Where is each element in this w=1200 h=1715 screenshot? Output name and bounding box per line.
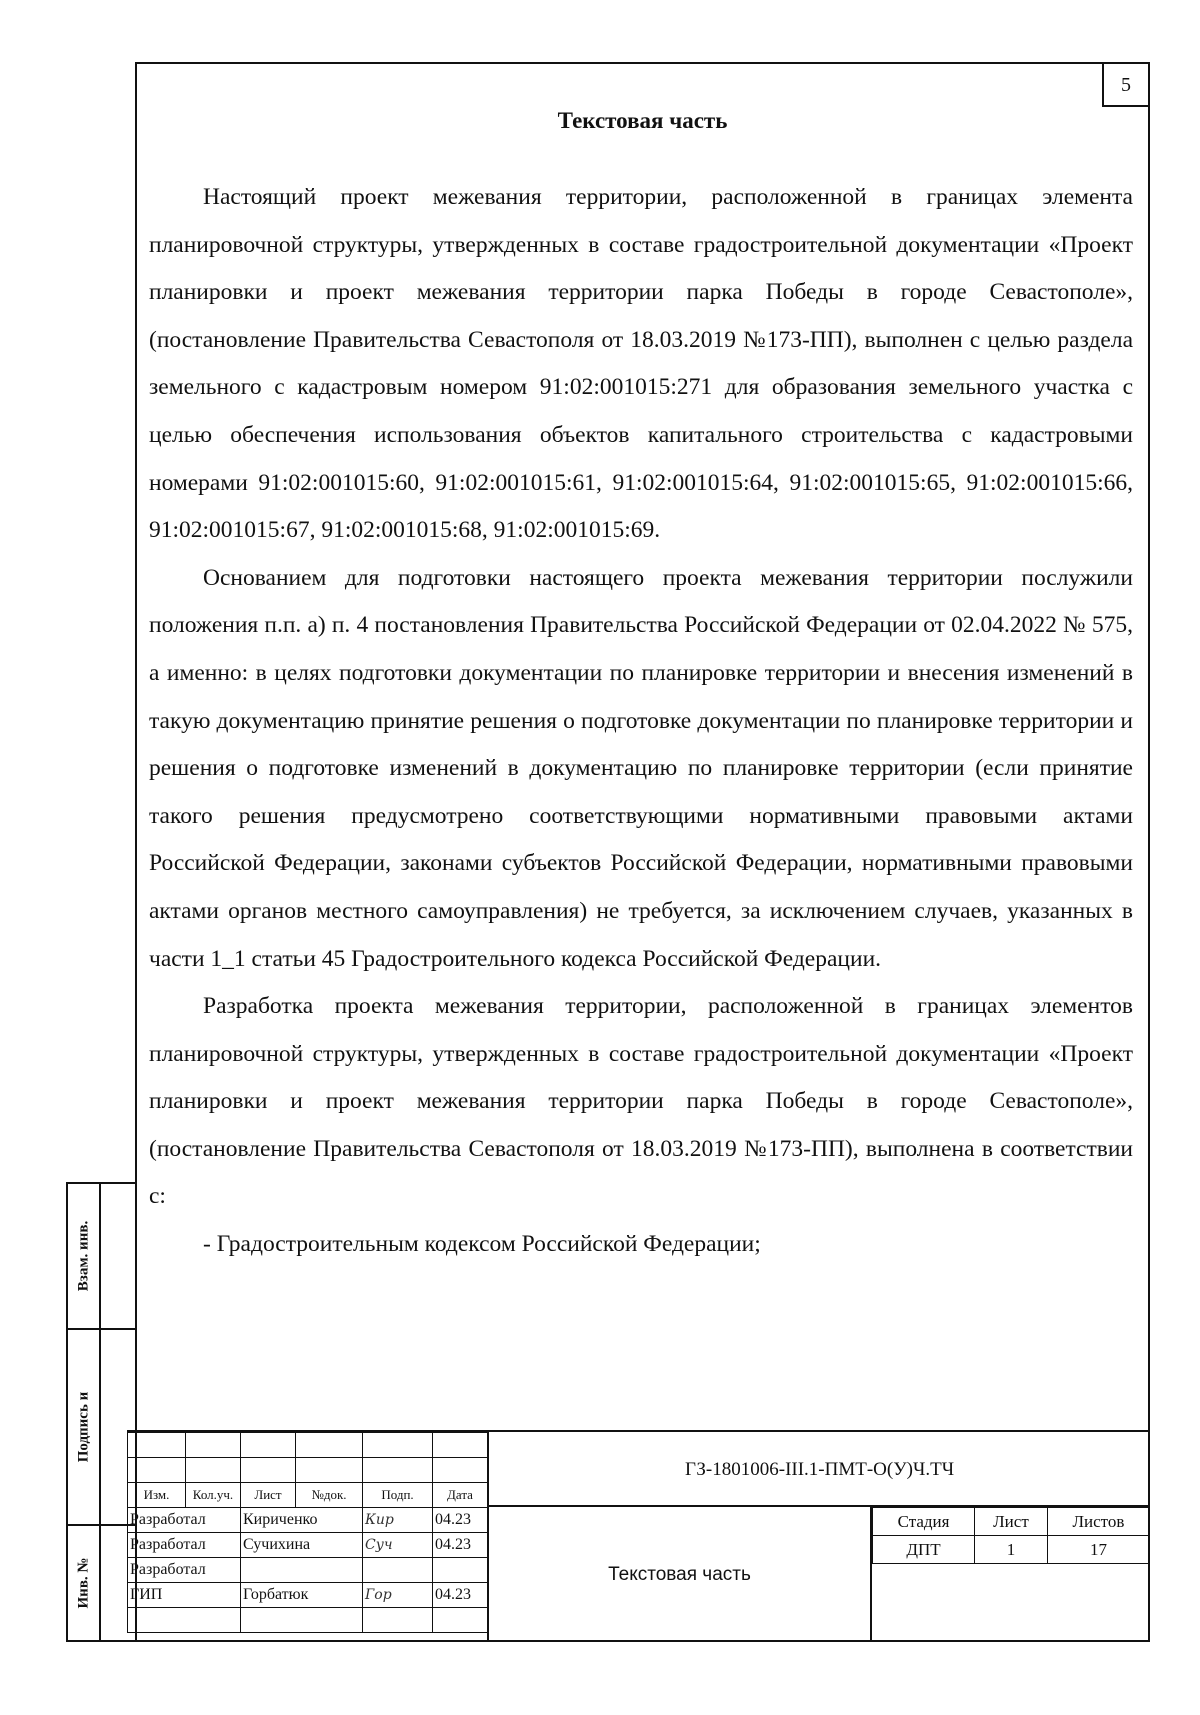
document-name-text: Текстовая часть: [608, 1563, 751, 1585]
stamp-row: ГИП Горбатюк Гор 04.23: [128, 1583, 488, 1608]
side-label-vzam-inv: Взам. инв.: [75, 1220, 91, 1292]
stage-header-row: Стадия Лист Листов: [873, 1508, 1150, 1536]
stamp-row: Разработал Сучихина Суч 04.23: [128, 1533, 488, 1558]
document-code: ГЗ-1801006-III.1-ПМТ-О(У)Ч.ТЧ: [487, 1432, 1150, 1507]
signature: Кир: [365, 1512, 394, 1528]
stamp-header-row: Изм. Кол.уч. Лист №док. Подп. Дата: [128, 1483, 488, 1508]
stamp-table: [127, 1432, 488, 1633]
page-title: Текстовая часть: [557, 108, 728, 133]
signature: Суч: [365, 1537, 393, 1553]
stamp-row: Разработал: [128, 1558, 488, 1583]
stamp-row: Разработал Кириченко Кир 04.23: [128, 1508, 488, 1533]
paragraph: Настоящий проект межевания территории, расположенной в границах элемента планировочной структуры, утвержденных в составе градостроительной документации «Проект планировки и проект межевания территории парка Победы в городе Севастополе», (постановление Правительства Севастополя от 18.03.2019 №173-ПП), выполнен с целью раздела земельного с кадастровым номером 91:02:001015:271 для образования земельного участка с целью обеспечения использования объектов капитального строительства с кадастровыми номерами 91:02:001015:60, 91:02:001015:61, 91:02:001015:64, 91:02:001015:65, 91:02:001015:66, 91:02:001015:67, 91:02:001015:68, 91:02:001015:69.: [149, 184, 1133, 544]
body-text: [149, 174, 1133, 1269]
stage-value-row: ДПТ 1 17: [873, 1536, 1150, 1564]
title-block: [127, 1430, 1150, 1642]
side-vzam-inv: [66, 1182, 135, 1330]
side-label-podpis: Подпись и: [75, 1391, 91, 1463]
signature: Гор: [365, 1587, 392, 1603]
page-frame: [135, 62, 1150, 1642]
document-name: [487, 1507, 870, 1642]
side-label-inv-no: Инв. №: [75, 1557, 91, 1609]
paragraph: Основанием для подготовки настоящего проекта межевания территории послужили положения п.п. а) п. 4 постановления Правительства Российской Федерации от 02.04.2022 № 575, а именно: в целях подготовки документации по планировке территории и внесения изменений в такую документацию принятие решения о подготовке документации по планировке территории и решения о подготовке изменений в документацию по планировке территории (если принятие такого решения предусмотрено соответствующими нормативными правовыми актами Российской Федерации, законами субъектов Российской Федерации, нормативными правовыми актами органов местного самоуправления) не требуется, за исключением случаев, указанных в части 1_1 статьи 45 Градостроительного кодекса Российской Федерации.: [149, 564, 1133, 972]
side-podpis: [66, 1328, 135, 1526]
paragraph: - Градостроительным кодексом Российской Федерации;: [203, 1231, 761, 1258]
side-inv-no: [66, 1524, 135, 1642]
stage-block: [870, 1507, 1150, 1642]
paragraph: Разработка проекта межевания территории, расположенной в границах элементов планировочной структуры, утвержденных в составе градостроительной документации «Проект планировки и проект межевания территории парка Победы в городе Севастополе», (постановление Правительства Севастополя от 18.03.2019 №173-ПП), выполнена в соответствии с:: [149, 993, 1133, 1210]
page-number: 5: [1102, 62, 1150, 107]
